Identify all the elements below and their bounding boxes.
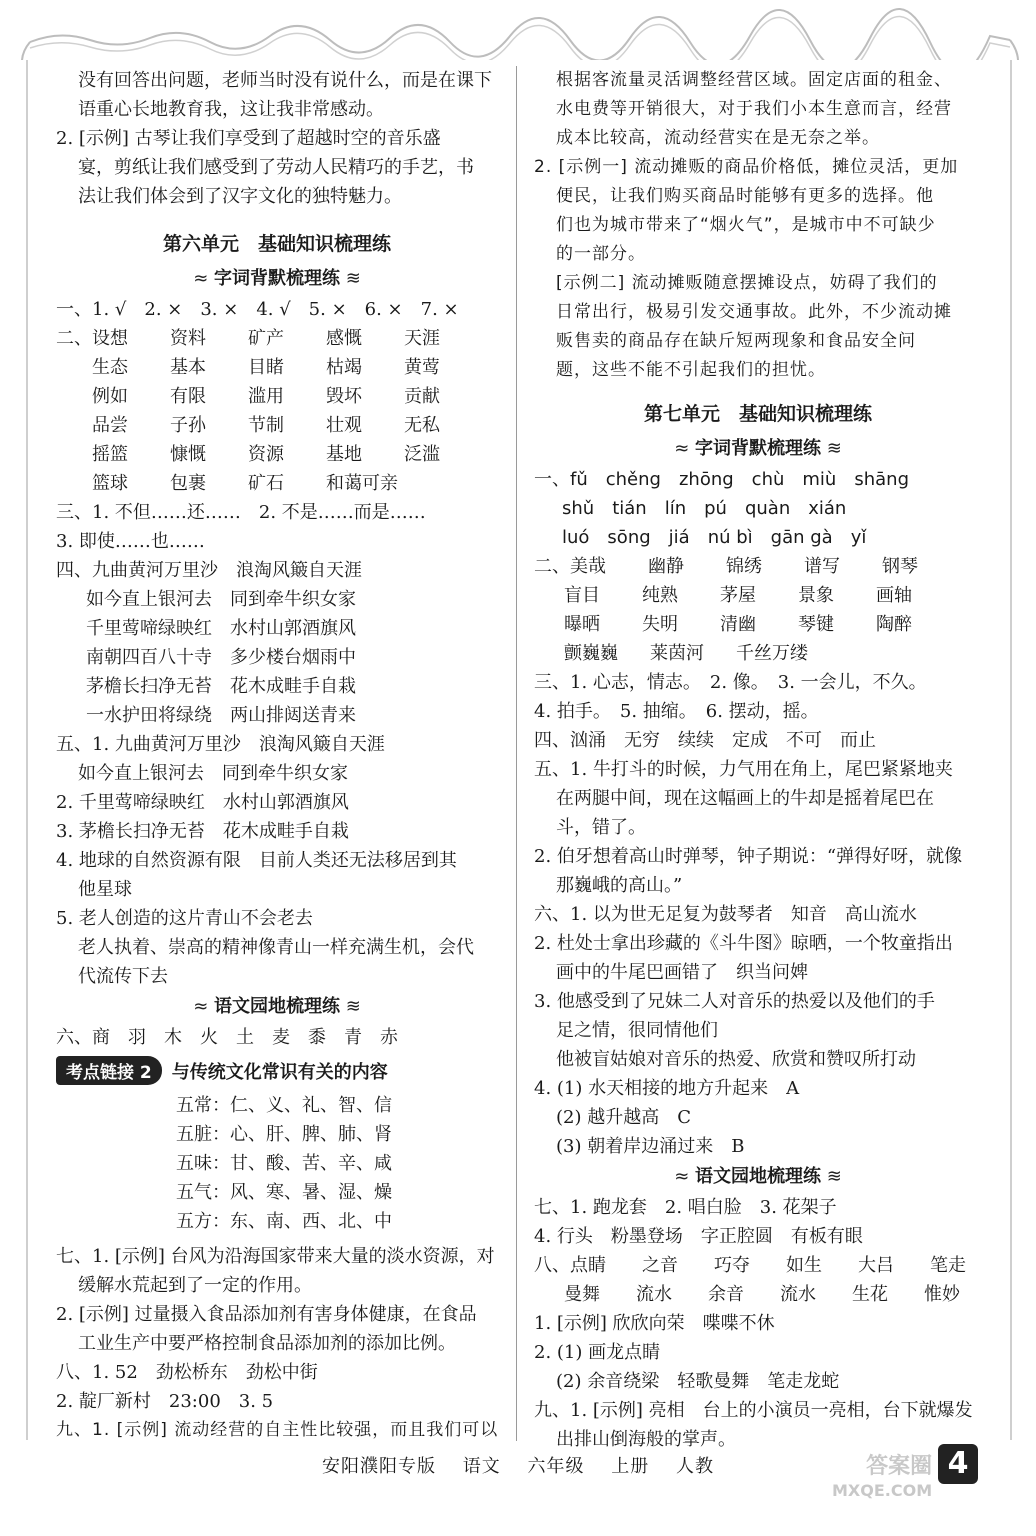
answer-line: 便民，让我们购买商品时能够有更多的选择。他 [556, 186, 934, 206]
answer-line: 3. 他感受到了兄妹二人对音乐的热爱以及他们的手 [534, 991, 935, 1012]
answer-line: 们也为城市带来了“烟火气”，是城市中不可缺少 [556, 215, 936, 235]
word-row: 二、设想 资料 矿产 感慨 天涯 [56, 328, 440, 349]
word-row: 品尝 子孙 节制 壮观 无私 [92, 415, 440, 436]
answer-line: 七、1. 跑龙套 2. 唱白脸 3. 花架子 [534, 1197, 837, 1218]
footer-publisher: 人教 [675, 1456, 714, 1477]
pinyin-row: luó sōng jiá nú bì gān gà yǐ [562, 527, 867, 548]
poem-line: 茅檐长扫净无苔 花木成畦手自栽 [86, 676, 356, 697]
answer-line: 画中的牛尾巴画错了 织当问婢 [556, 962, 808, 983]
page-number: 4 [938, 1444, 978, 1484]
word-row: 盲目 纯熟 茅屋 景象 画轴 [564, 585, 912, 606]
poem-line: 如今直上银河去 同到牵牛织女家 [86, 589, 356, 610]
answer-line: 2. [示例] 过量摄入食品添加剂有害身体健康，在食品 [56, 1304, 477, 1325]
answer-line: 2. [示例一] 流动摊贩的商品价格低，摊位灵活，更加 [534, 157, 959, 177]
answer-line: 2. 千里莺啼绿映红 水村山郭酒旗风 [56, 792, 349, 813]
answer-line: 4. (1) 水天相接的地方升起来 A [534, 1078, 800, 1099]
answer-line: 在两腿中间，现在这幅画上的牛却是摇着尾巴在 [556, 788, 934, 809]
answer-line: 5. 老人创造的这片青山不会老去 [56, 908, 313, 929]
answer-line: 他星球 [78, 879, 132, 900]
answer-line: (2) 余音绕梁 轻歌曼舞 笔走龙蛇 [556, 1371, 840, 1392]
answer-line: 四、汹涌 无穷 续续 定成 不可 而止 [534, 730, 876, 751]
answer-line: 4. 拍手。 5. 抽缩。 6. 摆动，摇。 [534, 701, 819, 722]
answer-line: 1. [示例] 欣欣向荣 喋喋不休 [534, 1313, 775, 1334]
answer-line: 宴，剪纸让我们感受到了劳动人民精巧的手艺，书 [78, 157, 474, 178]
answer-line: 2. 靛厂新村 23:00 3. 5 [56, 1391, 274, 1412]
unit-6-title: 第六单元 基础知识梳理练 [162, 233, 391, 255]
poem-line: 千里莺啼绿映红 水村山郭酒旗风 [86, 618, 356, 639]
answer-line: (3) 朝着岸边涌过来 B [556, 1136, 745, 1157]
poem-line: 四、九曲黄河万里沙 浪淘风簸自天涯 [56, 560, 362, 581]
culture-item: 五脏：心、肝、脾、肺、肾 [176, 1124, 392, 1145]
answer-line: 八、1. 52 劲松桥东 劲松中街 [56, 1362, 318, 1383]
answer-line: 老人执着、崇高的精神像青山一样充满生机，会代 [78, 937, 474, 958]
answer-line: [示例二] 流动摊贩随意摆摊设点，妨碍了我们的 [556, 273, 938, 293]
answer-line: 他被盲姑娘对音乐的热爱、欣赏和赞叹所打动 [556, 1049, 916, 1070]
word-row: 例如 有限 滥用 毁坏 贡献 [92, 386, 440, 407]
pinyin-row: shǔ tián lín pú quàn xián [562, 498, 847, 519]
watermark: 答案圈 MXQE.COM [832, 1454, 933, 1500]
intro-line: 没有回答出问题，老师当时没有说什么，而是在课下 [78, 70, 492, 91]
left-column [56, 66, 498, 1445]
answer-line: 出排山倒海般的掌声。 [556, 1429, 736, 1450]
answer-line: 成本比较高，流动经营实在是无奈之举。 [556, 128, 880, 148]
answer-line: 九、1. [示例] 亮相 台上的小演员一亮相，台下就爆发 [534, 1400, 973, 1421]
pinyin-row: 一、fǔ chěng zhōng chù miù shāng [534, 469, 909, 490]
decorative-top-frame [0, 0, 1036, 60]
answer-line: 九、1. [示例] 流动经营的自主性比较强，而且我们可以 [56, 1420, 499, 1440]
answer-line: 六、商 羽 木 火 土 麦 黍 青 赤 [56, 1027, 398, 1048]
answer-line: 2. (1) 画龙点睛 [534, 1342, 661, 1363]
answer-line: 三、1. 心志，情志。 2. 像。 3. 一会儿，不久。 [534, 672, 927, 693]
footer-edition: 安阳濮阳专版 [322, 1456, 437, 1477]
answer-line: 三、1. 不但……还…… 2. 不是……而是…… [56, 502, 426, 523]
answer-line: 七、1. [示例] 台风为沿海国家带来大量的淡水资源，对 [56, 1246, 495, 1267]
right-frame-line [1010, 60, 1012, 1440]
answer-line: 3. 即使……也…… [56, 531, 205, 552]
answer-line: 如今直上银河去 同到牵牛织女家 [78, 763, 348, 784]
answer-line: 工业生产中要严格控制食品添加剂的添加比例。 [78, 1333, 456, 1354]
key-point-link [56, 1056, 498, 1085]
answer-line: 2. [示例] 古琴让我们享受到了超越时空的音乐盛 [56, 128, 441, 149]
answer-line: 缓解水荒起到了一定的作用。 [78, 1275, 312, 1296]
word-row: 曝晒 失明 清幽 琴键 陶醉 [564, 614, 912, 635]
left-frame-line [26, 60, 28, 1440]
intro-line: 语重心长地教育我，这让我非常感动。 [78, 99, 384, 120]
section-title: ≈ 字词背默梳理练 ≋ [674, 438, 842, 459]
answer-line: 那巍峨的高山。” [556, 875, 683, 896]
answer-line: 2. 杜处士拿出珍藏的《斗牛图》晾晒，一个牧童指出 [534, 933, 953, 954]
answer-line: 3. 茅檐长扫净无苔 花木成畦手自栽 [56, 821, 349, 842]
footer-grade: 六年级 [527, 1456, 585, 1477]
answer-line: 4. 地球的自然资源有限 目前人类还无法移居到其 [56, 850, 457, 871]
unit-7-title: 第七单元 基础知识梳理练 [643, 403, 872, 425]
answer-line: 一、1. √ 2. × 3. × 4. √ 5. × 6. × 7. × [56, 299, 459, 320]
answer-line: 的一部分。 [556, 244, 646, 264]
answer-line: 题，这些不能不引起我们的担忧。 [556, 360, 826, 380]
poem-line: 一水护田将绿绕 两山排闼送青来 [86, 705, 356, 726]
section-title: ≈ 语文园地梳理练 ≋ [193, 996, 361, 1017]
answer-line: 五、1. 九曲黄河万里沙 浪淘风簸自天涯 [56, 734, 385, 755]
word-row: 篮球 包裹 矿石 和蔼可亲 [92, 473, 398, 494]
section-title: ≈ 语文园地梳理练 ≋ [674, 1166, 842, 1187]
answer-line: 贩售卖的商品存在缺斤短两现象和食品安全问 [556, 331, 916, 351]
answer-line: 六、1. 以为世无足复为鼓琴者 知音 高山流水 [534, 904, 917, 925]
culture-item: 五常：仁、义、礼、智、信 [176, 1095, 392, 1116]
word-row: 生态 基本 目睹 枯竭 黄莺 [92, 357, 440, 378]
word-row: 曼舞 流水 余音 流水 生花 惟妙 [564, 1284, 960, 1305]
culture-item: 五气：风、寒、暑、湿、燥 [176, 1182, 392, 1203]
word-row: 摇篮 慷慨 资源 基地 泛滥 [92, 444, 440, 465]
footer-subject: 语文 [462, 1456, 501, 1477]
column-divider [516, 66, 517, 1441]
answer-line: 4. 行头 粉墨登场 字正腔圆 有板有眼 [534, 1226, 863, 1247]
word-row: 颤巍巍 莱茵河 千丝万缕 [564, 643, 808, 664]
section-title: ≈ 字词背默梳理练 ≋ [193, 268, 361, 289]
footer-term: 上册 [611, 1456, 650, 1477]
right-column [534, 66, 982, 1454]
poem-line: 南朝四百八十寺 多少楼台烟雨中 [86, 647, 356, 668]
answer-line: 日常出行，极易引发交通事故。此外，不少流动摊 [556, 302, 952, 322]
answer-line: 五、1. 牛打斗的时候，力气用在角上，尾巴紧紧地夹 [534, 759, 953, 780]
answer-line: 斗，错了。 [556, 817, 646, 838]
answer-line: 法让我们体会到了汉字文化的独特魅力。 [78, 186, 402, 207]
answer-line: 足之情，很同情他们 [556, 1020, 718, 1041]
answer-line: 根据客流量灵活调整经营区域。固定店面的租金、 [556, 70, 952, 90]
word-row: 八、点睛 之音 巧夺 如生 大吕 笔走 [534, 1255, 966, 1276]
culture-item: 五方：东、南、西、北、中 [176, 1211, 392, 1232]
answer-line: 代流传下去 [78, 966, 168, 987]
key-point-title: 与传统文化常识有关的内容 [171, 1061, 388, 1083]
answer-line: 水电费等开销很大，对于我们小本生意而言，经营 [556, 99, 952, 119]
answer-line: 2. 伯牙想着高山时弹琴，钟子期说：“弹得好呀，就像 [534, 846, 963, 867]
answer-line: (2) 越升越高 C [556, 1107, 691, 1128]
culture-item: 五味：甘、酸、苦、辛、咸 [176, 1153, 392, 1174]
key-point-badge: 考点链接 2 [56, 1056, 162, 1085]
word-row: 二、美哉 幽静 锦绣 谱写 钢琴 [534, 556, 918, 577]
